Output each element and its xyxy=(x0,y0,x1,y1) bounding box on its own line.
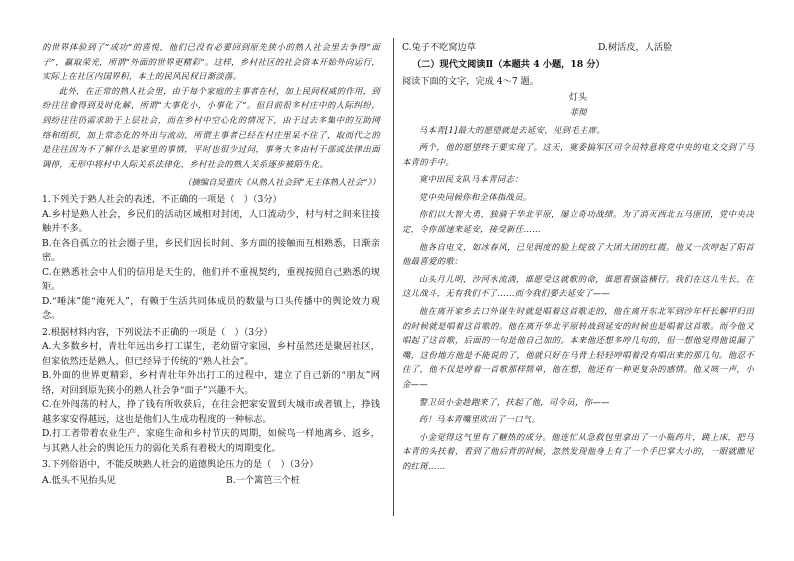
right-column xyxy=(402,40,754,474)
story-paragraph: 药！马本青嘴里吹出了一口气。 xyxy=(418,414,541,425)
passage-paragraph: 此外，在正常的熟人社会里，由于每个家庭的主事者在村，加上民间权威的作用，到纷往往會得到及时化解，所谓“大事化小，小事化了”。但目前很多村庄中的人际纠纷，到纷往往仍需求助于上层社会，而在乡村中空心化的情况下，由于过去多集中的互助网络和组织，加上常态化的外出与流动，所谓主事者已经在村庄里呆不住了，取而代之的是往往因为不了解什么是家里的事情，平时也很少过问，事务大多由村干部或法律出面调停，无形中将村中人际关系法律化，乡村社会的熟人关系逐步被陌生化。 xyxy=(42,85,380,169)
question-3-option-d: D.树活皮，人活脸 xyxy=(598,42,673,53)
story-paragraph: 寞中田民支队马本青同志： xyxy=(418,174,523,185)
passage-source: （摘编自吴重庆《从熟人社会到“无主体熟人社会”》） xyxy=(183,177,380,188)
story-paragraph: 两个，他的愿望终于要实现了。这天，寞委搞军区司令员特意将党中央的电文交到了马本青的手中。 xyxy=(402,142,754,167)
question-2-option-d: D.打工者带着农业生产、家庭生命和乡村节庆的周期，如候鸟一样地离乡、返乡，与其熟人社会的舆论压力的弱化关系有着极大的周期变化。 xyxy=(42,428,380,454)
question-2-option-c: C.在外闯荡的村人，挣了钱有所收获后，在往会把家安置到大城市或者镇上，挣钱越多家安得越远，这也是他们人生成功程度的一种标志。 xyxy=(42,399,380,425)
question-3-option-a: A.低头不见抬头见 xyxy=(42,474,116,486)
story-paragraph: 他在离开家乡去口外谋生时就是唱着这首歌走的，他在离开东北军到沙年杆长解甲归田的时候就是唱着这首歌的。他在离开华北平原转战到延安的时候也是唱着这首歌。而今他又唱起了这首歌，后面的一句是他自己加的。本来他还想多哼几句的，但一想他觉得他说漏了嘴，这份地方他是不能说的了，他就只好在马背上轻轻哼唱着没有唱出来的那几句。他忍不住了，他不仅是哼着一首歌那样简单，他在想，他还有一种更复杂的感情。他又咳一声，小金—— xyxy=(402,306,754,389)
story-body xyxy=(402,123,754,474)
story-paragraph: 马本青[1]最大的愿望就是去延安，见到毛主席。 xyxy=(418,124,606,135)
story-paragraph: 山头月儿明，沙河水流淌，谁愿受这就歌的命，谁愿看强盗横行。我们在这儿生长，在这儿战斗，无有我们不了……而今我们要去延安了—— xyxy=(402,273,754,299)
question-3-options-row-2 xyxy=(402,40,754,55)
section-heading: （二）现代文阅读Ⅱ（本题共 4 小题，18 分） xyxy=(412,59,605,70)
column-divider xyxy=(393,38,394,516)
passage-paragraph: 的世界体验到了“成功”的喜悦，他们已没有必要回到原先狭小的熟人社会里去争得“面子”，赢取荣光，所谓“外面的世界更精彩”。这样，乡村社区的社会资本开始外向运行，实际上在社区内国界积，本土的民风民权日渐淡落。 xyxy=(42,42,380,82)
question-3-option-c: C.兔子不吃窝边草 xyxy=(402,42,476,53)
story-paragraph: 他各自电文，如冰春风，已见润度的脸上绽放了大团大团的红霞。他又一次哼起了阳首他最喜爱的歌： xyxy=(402,241,754,267)
question-2-option-a: A.大多数乡村，青壮年远出乡打工谋生，老幼留守家园，乡村虽然还是聚居社区，但家依然还是熟人，但已经异于传统的“熟人社会”。 xyxy=(42,341,380,367)
question-3-stem: 3.下列俗语中，不能反映熟人社会的道德舆论压力的是（ ）（3分） xyxy=(42,459,319,471)
story-paragraph: 警卫员小金趁跑来了，扶起了他，司令员，你—— xyxy=(418,396,610,407)
story-title: 灯头 xyxy=(568,91,588,103)
question-2-stem: 2.根据材料内容，下列说法不正确的一项是（ ）（3分） xyxy=(42,326,273,338)
question-2-option-b: B.外面的世界更精彩，乡村青壮年外出打工的过程中，建立了自己新的“朋友”网络，对回到原先狭小的熟人社会争“面子”兴趣不大。 xyxy=(42,370,380,396)
question-1-option-d: D.“唾沫”能“淹死人”，有赖于生活共同体成员的数量与口头传播中的舆论效力观念。 xyxy=(42,295,380,322)
story-paragraph: 党中央同候你和全体指战员。 xyxy=(418,191,532,202)
story-author: 菲彻 xyxy=(569,106,587,117)
story-paragraph: 小金觉得这气里有了糖热的成分。他连忙从急救包里拿出了一小瓶药片，跳上床，把马本青的头扶着，看到了他后背的时候，忽然发现他身上有了一个手巴掌大小的，一眼就瞧见的红斑…… xyxy=(402,431,754,471)
question-3-option-b: B.一个篱笆三个桩 xyxy=(226,474,300,486)
question-1-option-b: B.在各自孤立的社会圈子里，乡民们因长时间、多方面的接触而互相熟悉，日渐亲密。 xyxy=(42,237,380,264)
story-paragraph: 你们以大智大勇，独骑于华北平原，屡立奇功战绩。为了消灭西北五马匪团，党中央决定，令你部速来延安，接受新任…… xyxy=(402,209,754,235)
question-3-options-row-1 xyxy=(42,473,380,488)
left-column xyxy=(42,40,380,488)
question-1-stem: 1.下列关于熟人社会的表述，不正确的一项是（ ）（3分） xyxy=(42,194,282,206)
reading-instruction: 阅读下面的文字，完成 4～7 题。 xyxy=(402,76,539,87)
question-1-option-a: A.乡村是熟人社会，乡民们的活动区域相对封闭，人口流动少，村与村之间来往接触并不多。 xyxy=(42,208,380,235)
question-1-option-c: C.在熟悉社会中人们的信用是天生的，他们并不重视契约，重视按照自己熟悉的规矩。 xyxy=(42,266,380,293)
